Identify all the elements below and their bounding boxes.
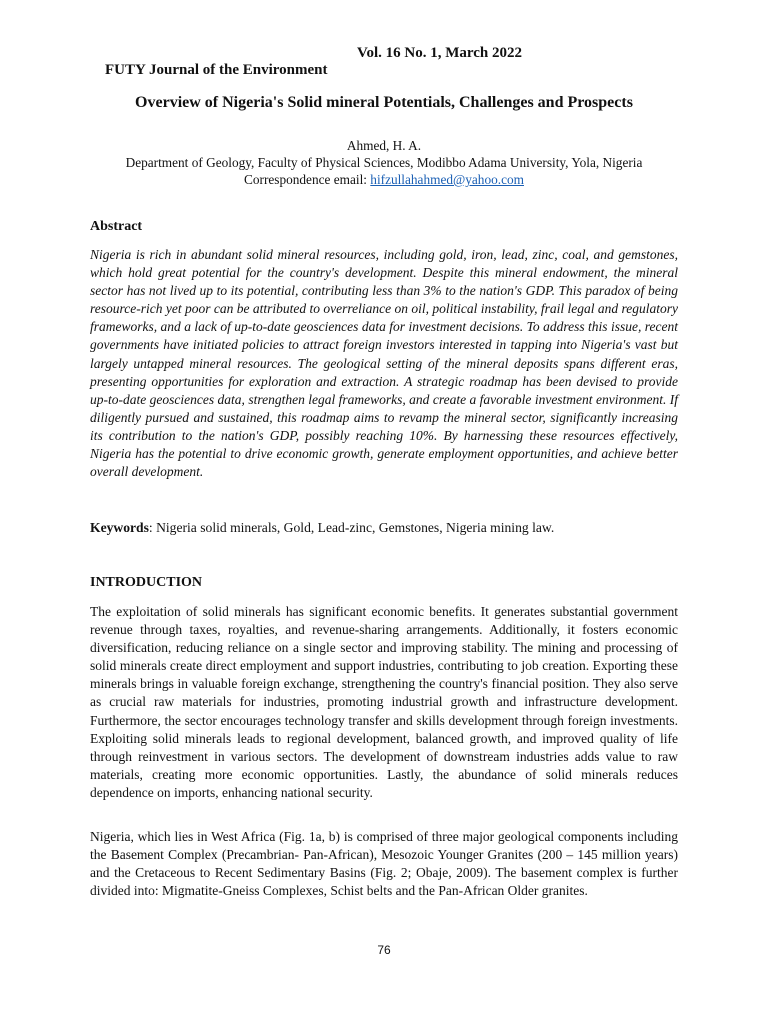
author-name: Ahmed, H. A. <box>346 138 422 153</box>
introduction-heading: INTRODUCTION <box>90 575 203 590</box>
journal-volume: Vol. 16 No. 1, March 2022 <box>357 45 522 61</box>
correspondence-email-link[interactable]: hifzullahahmed@yahoo.com <box>370 172 524 187</box>
correspondence-label: Correspondence email: <box>244 172 367 187</box>
abstract-text: Nigeria is rich in abundant solid mineral resources, including gold, iron, lead, zinc, coal, and gemstones, which hold great potential for the country's development. Despite this mineral endowment, the mineral sector has not lived up to its potential, contributing less than 3% to the nation's GDP. This paradox of being resource-rich yet poor can be attributed to overreliance on oil, political instability, frail legal and regulatory frameworks, and a lack of up-to-date geosciences data for investment decisions. To address this issue, recent governments have initiated policies to attract foreign investors interested in tapping into Nigeria's vast but largely untapped mineral resources. The geological setting of the mineral deposits spans different eras, presenting opportunities for exploration and extraction. A strategic roadmap has been devised to provide up-to-date geosciences data, strengthen legal frameworks, and create a favorable investment environment. If diligently pursued and sustained, this roadmap aims to revamp the mineral sector, significantly increasing its contribution to the nation's GDP, possibly reaching 10%. By harnessing these resources effectively, Nigeria has the potential to drive economic growth, generate employment opportunities, and achieve better overall development. <box>90 247 678 480</box>
keywords-line <box>90 519 690 537</box>
keywords-label: Keywords <box>90 520 149 535</box>
journal-name: FUTY Journal of the Environment <box>105 62 328 78</box>
page-number: 76 <box>377 943 391 957</box>
introduction-paragraph-1: The exploitation of solid minerals has significant economic benefits. It generates substantial government revenue through taxes, royalties, and revenue-sharing arrangements. Additionally, it fosters economic diversification, reducing reliance on a single sector and improving stability. The mining and processing of solid minerals create direct employment and support industries, contributing to job creation. Exporting these minerals brings in valuable foreign exchange, strengthening the country's financial position. They also serve as crucial raw materials for industries, promoting industrial growth and infrastructure development. Furthermore, the sector encourages technology transfer and skills development through foreign investments. Exploiting solid minerals leads to regional development, balanced growth, and improved quality of life through reinvestment in various sectors. The development of downstream industries adds value to raw materials, creating more economic opportunities. Lastly, the abundance of solid minerals reduces dependence on imports, enhancing national security. <box>90 604 678 800</box>
article-title: Overview of Nigeria's Solid mineral Potentials, Challenges and Prospects <box>135 94 633 111</box>
author-block <box>0 137 768 188</box>
keywords-text: : Nigeria solid minerals, Gold, Lead-zinc, Gemstones, Nigeria mining law. <box>148 520 555 535</box>
author-affiliation: Department of Geology, Faculty of Physical Sciences, Modibbo Adama University, Yola, Nigeria <box>125 155 643 170</box>
abstract-heading: Abstract <box>90 219 143 234</box>
introduction-paragraph-2: Nigeria, which lies in West Africa (Fig. 1a, b) is comprised of three major geological components including the Basement Complex (Precambrian- Pan-African), Mesozoic Younger Granites (200 – 145 million years) and the Cretaceous to Recent Sedimentary Basins (Fig. 2; Obaje, 2009). The basement complex is further divided into: Migmatite-Gneiss Complexes, Schist belts and the Pan-African Older granites. <box>90 829 678 899</box>
correspondence-line <box>0 171 768 188</box>
